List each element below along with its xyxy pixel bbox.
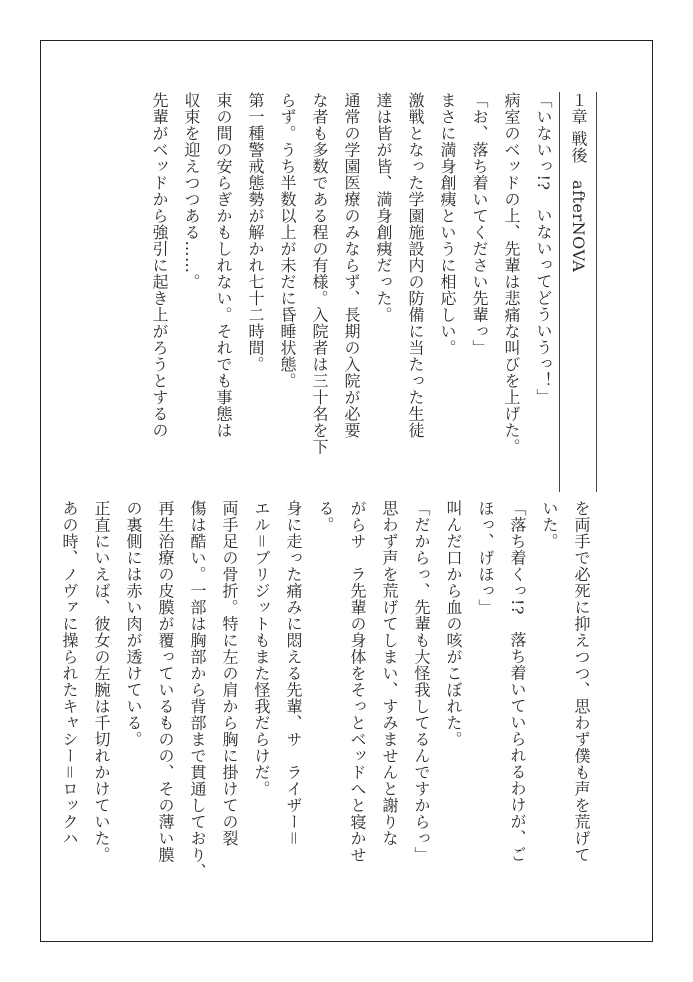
bottom-line: いた。 xyxy=(540,500,559,550)
top-line: 「お、落ち着いてください先輩っ」 xyxy=(470,92,489,356)
top-line: 束の間の安らぎかもしれない。それでも事態は xyxy=(214,92,233,439)
bottom-line: 正直にいえば、彼女の左腕は千切れかけていた。 xyxy=(92,500,111,863)
bottom-line: 「だからっ、先輩も大怪我してるんですからっ」 xyxy=(412,500,431,863)
bottom-line: の裏側には赤い肉が透けている。 xyxy=(124,500,143,748)
top-line: 第一種警戒態勢が解かれ七十二時間。 xyxy=(246,92,265,373)
bottom-line: 傷は酷い。一部は胸部から背部まで貫通しており、 xyxy=(188,500,207,880)
top-line: 通常の学園医療のみならず、長期の入院が必要 xyxy=(342,92,361,439)
bottom-text-block xyxy=(53,500,597,896)
bottom-line: ほっ、げほっ」 xyxy=(476,500,495,616)
bottom-line: 両手足の骨折。特に左の肩から胸に掛けての裂 xyxy=(220,500,239,847)
top-line: 達は皆が皆、満身創痍だった。 xyxy=(374,92,393,323)
top-line: 「いないっ!? いないってどういうっ！」 xyxy=(534,92,553,406)
bottom-line: る。 xyxy=(316,500,335,533)
bottom-line: 身に走った痛みに悶える先輩、サ ライザー＝ xyxy=(284,500,303,847)
top-line: な者も多数である程の有様。入院者は三十名を下 xyxy=(310,92,329,455)
top-line: 収束を迎えつつある……。 xyxy=(182,92,201,290)
chapter-number: １章 xyxy=(569,92,588,125)
bottom-line: 叫んだ口から血の咳がこぼれた。 xyxy=(444,500,463,748)
bottom-line: がらサ ラ先輩の身体をそっとベッドへと寝かせ xyxy=(348,500,367,863)
bottom-line: エル＝ブリジットもまた怪我だらけだ。 xyxy=(252,500,271,798)
bottom-line: 「落ち着くっ!? 落ち着いていられるわけが、ご xyxy=(508,500,527,863)
top-line: 先輩がベッドから強引に起き上がろうとするの xyxy=(150,92,169,439)
bottom-line: 再生治療の皮膜が覆っているものの、その薄い膜 xyxy=(156,500,175,863)
chapter-heading xyxy=(559,92,597,492)
top-line: 激戦となった学園施設内の防備に当たった生徒 xyxy=(406,92,425,439)
bottom-line: を両手で必死に抑えつつ、思わず僕も声を荒げて xyxy=(572,500,591,863)
top-line: らず。うち半数以上が未だに昏睡状態。 xyxy=(278,92,297,389)
bottom-line: 思わず声を荒げてしまい、すみませんと謝りな xyxy=(380,500,399,847)
top-line: 病室のベッドの上、先輩は悲痛な叫びを上げた。 xyxy=(502,92,521,455)
bottom-line: あの時、ノヴァに操られたキャシー＝ロックハ xyxy=(60,500,79,847)
chapter-title: 戦後 afterNOVA xyxy=(569,130,588,273)
top-text-block xyxy=(143,92,597,492)
top-line: まさに満身創痍というに相応しい。 xyxy=(438,92,457,356)
